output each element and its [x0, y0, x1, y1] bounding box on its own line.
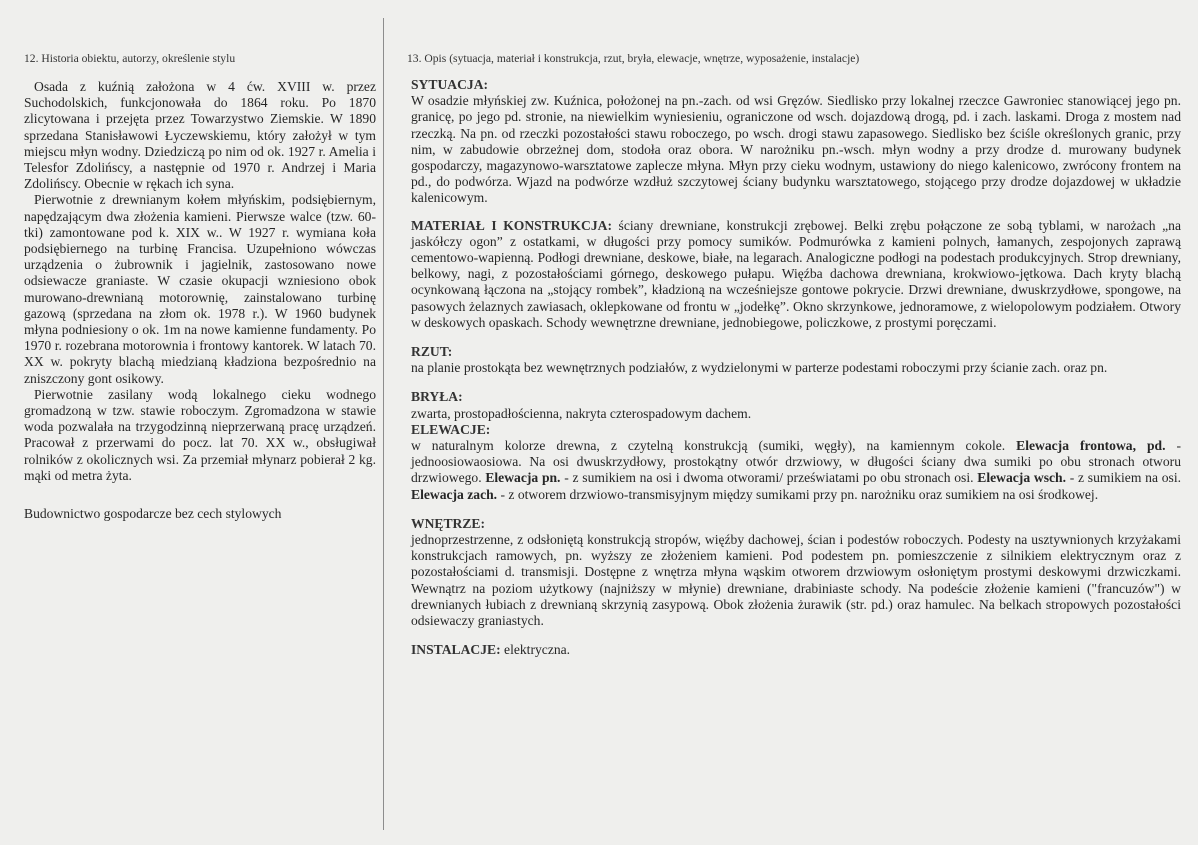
instalacje-heading: INSTALACJE: — [411, 642, 501, 658]
bryla-text: zwarta, prostopadłościenna, nakryta czterospadowym dachem. — [411, 405, 752, 421]
sytuacja-heading: SYTUACJA: — [411, 77, 489, 92]
column-divider — [383, 18, 384, 830]
section-material — [411, 218, 1181, 331]
elewacja-pn-text: - z sumikiem na osi i dwoma otworami/ przeświatami po obu stronach osi. — [560, 470, 978, 486]
elewacja-frontowa-label: Elewacja frontowa, pd. — [1016, 438, 1166, 454]
description-header: 13. Opis (sytuacja, materiał i konstrukcja, rzut, bryła, elewacje, wnętrze, wyposażenie, instalacje) — [407, 52, 860, 65]
section-wnetrze-heading — [411, 516, 1181, 532]
history-header: 12. Historia obiektu, autorzy, określenie stylu — [24, 52, 236, 65]
rzut-heading: RZUT: — [411, 344, 453, 360]
section-instalacje — [411, 642, 1181, 658]
section-bryla-heading — [411, 389, 1181, 405]
material-text: ściany drewniane, konstrukcji zrębowej. Belki zrębu połączone ze sobą tyblami, w narożach „na jaskółczy ogon” z ostatkami, w długości przy pomocy sumików. Podmurówka z kamieni polnych, łamanych, zespojonych zaprawą cementowo-wapienną. Podłogi drewniane, deskowe, białe, na legarach. Analogiczne podłogi na podestach produkcyjnych. Strop drewniany, belkowy, nagi, z pozostałościami górnego, deskowego pułapu. Więźba dachowa drewniana, krokwiowo-jętkowa. Dach kryty blachą ocynkowaną łączona na „stojący rombek”, kładzioną na wcześniejsze gontowe pokrycie. Drzwi drewniane, dwuskrzydłowe, spongowe, na pasowych żelaznych zawiasach, oklepkowane od frontu w „jodełkę”. Okno skrzynkowe, jednoramowe, z wielopolowym podziałem. Otwory w deskowych opaskach. Schody wewnętrzne drewniane, jednobiegowe, policzkowe, z prostymi poręczami. — [411, 217, 1181, 330]
elewacje-heading: ELEWACJE: — [411, 421, 491, 437]
section-elewacje-heading — [411, 422, 1181, 438]
sytuacja-text: W osadzie młyńskiej zw. Kuźnica, położonej na pn.-zach. od wsi Gręzów. Siedlisko przy lokalnej rzeczce Gawroniec stanowiącej jego pn. granicę, po jego pd. stronie, na niewielkim wyniesieniu, ograniczone od wsch. dojazdową drogą, pd. i zach. laskami. Droga z mostem nad rzeczką. Na pn. od rzeczki pozostałości stawu roboczego, po wsch. drogi stawu zapasowego. Siedlisko bez ściśle określonych granic, przy nim, w zabudowie obrzeżnej dom, stodoła oraz obora. W narożniku pn.-wsch. młyn wodny a przy drodze d. murowany budynek gospodarczy, magazynowo-warsztatowe zaplecze młyna. Młyn przy cieku wodnym, ustawiony do niego kalenicowo, zwrócony frontem na pd., do podwórza. Wjazd na podwórze wzdłuż szczytowej ściany budynku warsztatowego, stojącego przy drodze dojazdowej w układzie kalenicowym. — [411, 93, 1181, 206]
elewacja-pn-label: Elewacja pn. — [485, 470, 561, 486]
elewacja-wsch-text: - z sumikiem na osi. — [1065, 470, 1182, 486]
history-paragraph-1: Osada z kuźnią założona w 4 ćw. XVIII w. przez Suchodolskich, funkcjonowała do 1864 roku. Po 1870 zlicytowana i przejęta przez Towarzystwo Ziemskie. W 1890 sprzedana Stanisławowi Łyczewskiemu, który założył w tym miejscu młyn wodny. Dziedziczą po nim od ok. 1927 r. Amelia i Telesfor Zdolińscy, a następnie od 1970 r. Andrzej i Maria Zdolińscy. Obecnie w rękach ich syna. — [24, 79, 376, 192]
elewacje-intro: w naturalnym kolorze drewna, z czytelną konstrukcją (sumiki, węgły), na kamiennym cokole. — [411, 438, 1017, 454]
elewacja-frontowa-text: - jednoosiowaosiowa. Na osi dwuskrzydłowy, prostokątny otwór drzwiowy, w długości ściany dwa sumiki po obu stronach otworu drzwiowego. — [411, 438, 1181, 486]
history-paragraph-2: Pierwotnie z drewnianym kołem młyńskim, podsiębiernym, napędzającym dwa złożenia kamieni. Pierwsze walce (tzw. 60-tki) zamontowane pod k. XIX w.. W 1927 r. wymiana koła podsiębiernego na turbinę Francisa. Uzupełniono wówczas urządzenia o żubrownik i jagielnik, zastosowano nowe odsiewacze graniaste. W czasie okupacji wzniesiono obok murowano-drewnianą motorownię, zainstalowano turbinę gazową (sprzedana na złom ok. 1978 r.). W 1960 budynek młyna podniesiony o ok. 1m na nowe kamienne fundamenty. Po 1970 r. rozebrana motorownia i frontowy kantorek. W latach 70. XX w. pokryty blachą miedzianą kładziona bezpośrednio na zniszczony gont osikowy. — [24, 192, 376, 386]
material-heading: MATERIAŁ I KONSTRUKCJA: — [411, 217, 612, 233]
description-body — [411, 77, 1181, 659]
rzut-text: na planie prostokąta bez wewnętrznych podziałów, z wydzielonymi w parterze podestami roboczymi przy ścianie zach. oraz pn. — [411, 360, 1108, 376]
description-column — [407, 52, 1182, 658]
wnetrze-heading: WNĘTRZE: — [411, 515, 486, 531]
elewacje-text — [411, 438, 1181, 503]
style-note: Budownictwo gospodarcze bez cech stylowych — [24, 506, 282, 522]
wnetrze-text: jednoprzestrzenne, z odsłoniętą konstrukcją stropów, więźby dachowej, ścian i podestów roboczych. Podesty na usztywnionych krzyżakami konstrukcjach ramowych, pn. wyższy ze złożeniem kamieni. Pod podestem pn. pomieszczenie z silnikiem elektrycznym oraz z pozostałościami d. transmisji. Dostępne z wnętrza młyna wąskim otworem drzwiowym osłoniętym prostymi deskowymi drzwiczkami. Wewnątrz na poziom użytkowy (najniższy w młynie) drewniane, drabiniaste schody. Na podeście złożenie kamieni ("francuzów") w drewnianych łubiach z drewnianą skrzynią zasypową. Obok złożenia żurawik (str. pd.) oraz hamulec. Na belkach stropowych pozostałości odsiewaczy graniastych. — [411, 532, 1181, 629]
section-sytuacja-heading — [411, 77, 1181, 93]
section-rzut-heading — [411, 344, 1181, 360]
instalacje-text: elektryczna. — [500, 642, 571, 658]
elewacja-zach-label: Elewacja zach. — [411, 486, 498, 502]
history-body — [24, 79, 376, 522]
history-column — [24, 52, 376, 522]
bryla-heading: BRYŁA: — [411, 389, 463, 405]
history-paragraph-3: Pierwotnie zasilany wodą lokalnego cieku wodnego gromadzoną w tzw. stawie roboczym. Zgromadzona w stawie woda pozwalała na trzygodzinną nieprzerwaną pracę urządzeń. Pracował z przerwami do pocz. lat 70. XX w., obsługiwał rolników z okolicznych wsi. Za przemiał młynarz pobierał 2 kg. mąki od metra żyta. — [24, 386, 376, 483]
elewacja-zach-text: - z otworem drzwiowo-transmisyjnym między sumikami przy pn. narożniku oraz sumikiem na osi środkowej. — [497, 486, 1099, 502]
elewacja-wsch-label: Elewacja wsch. — [977, 470, 1066, 486]
